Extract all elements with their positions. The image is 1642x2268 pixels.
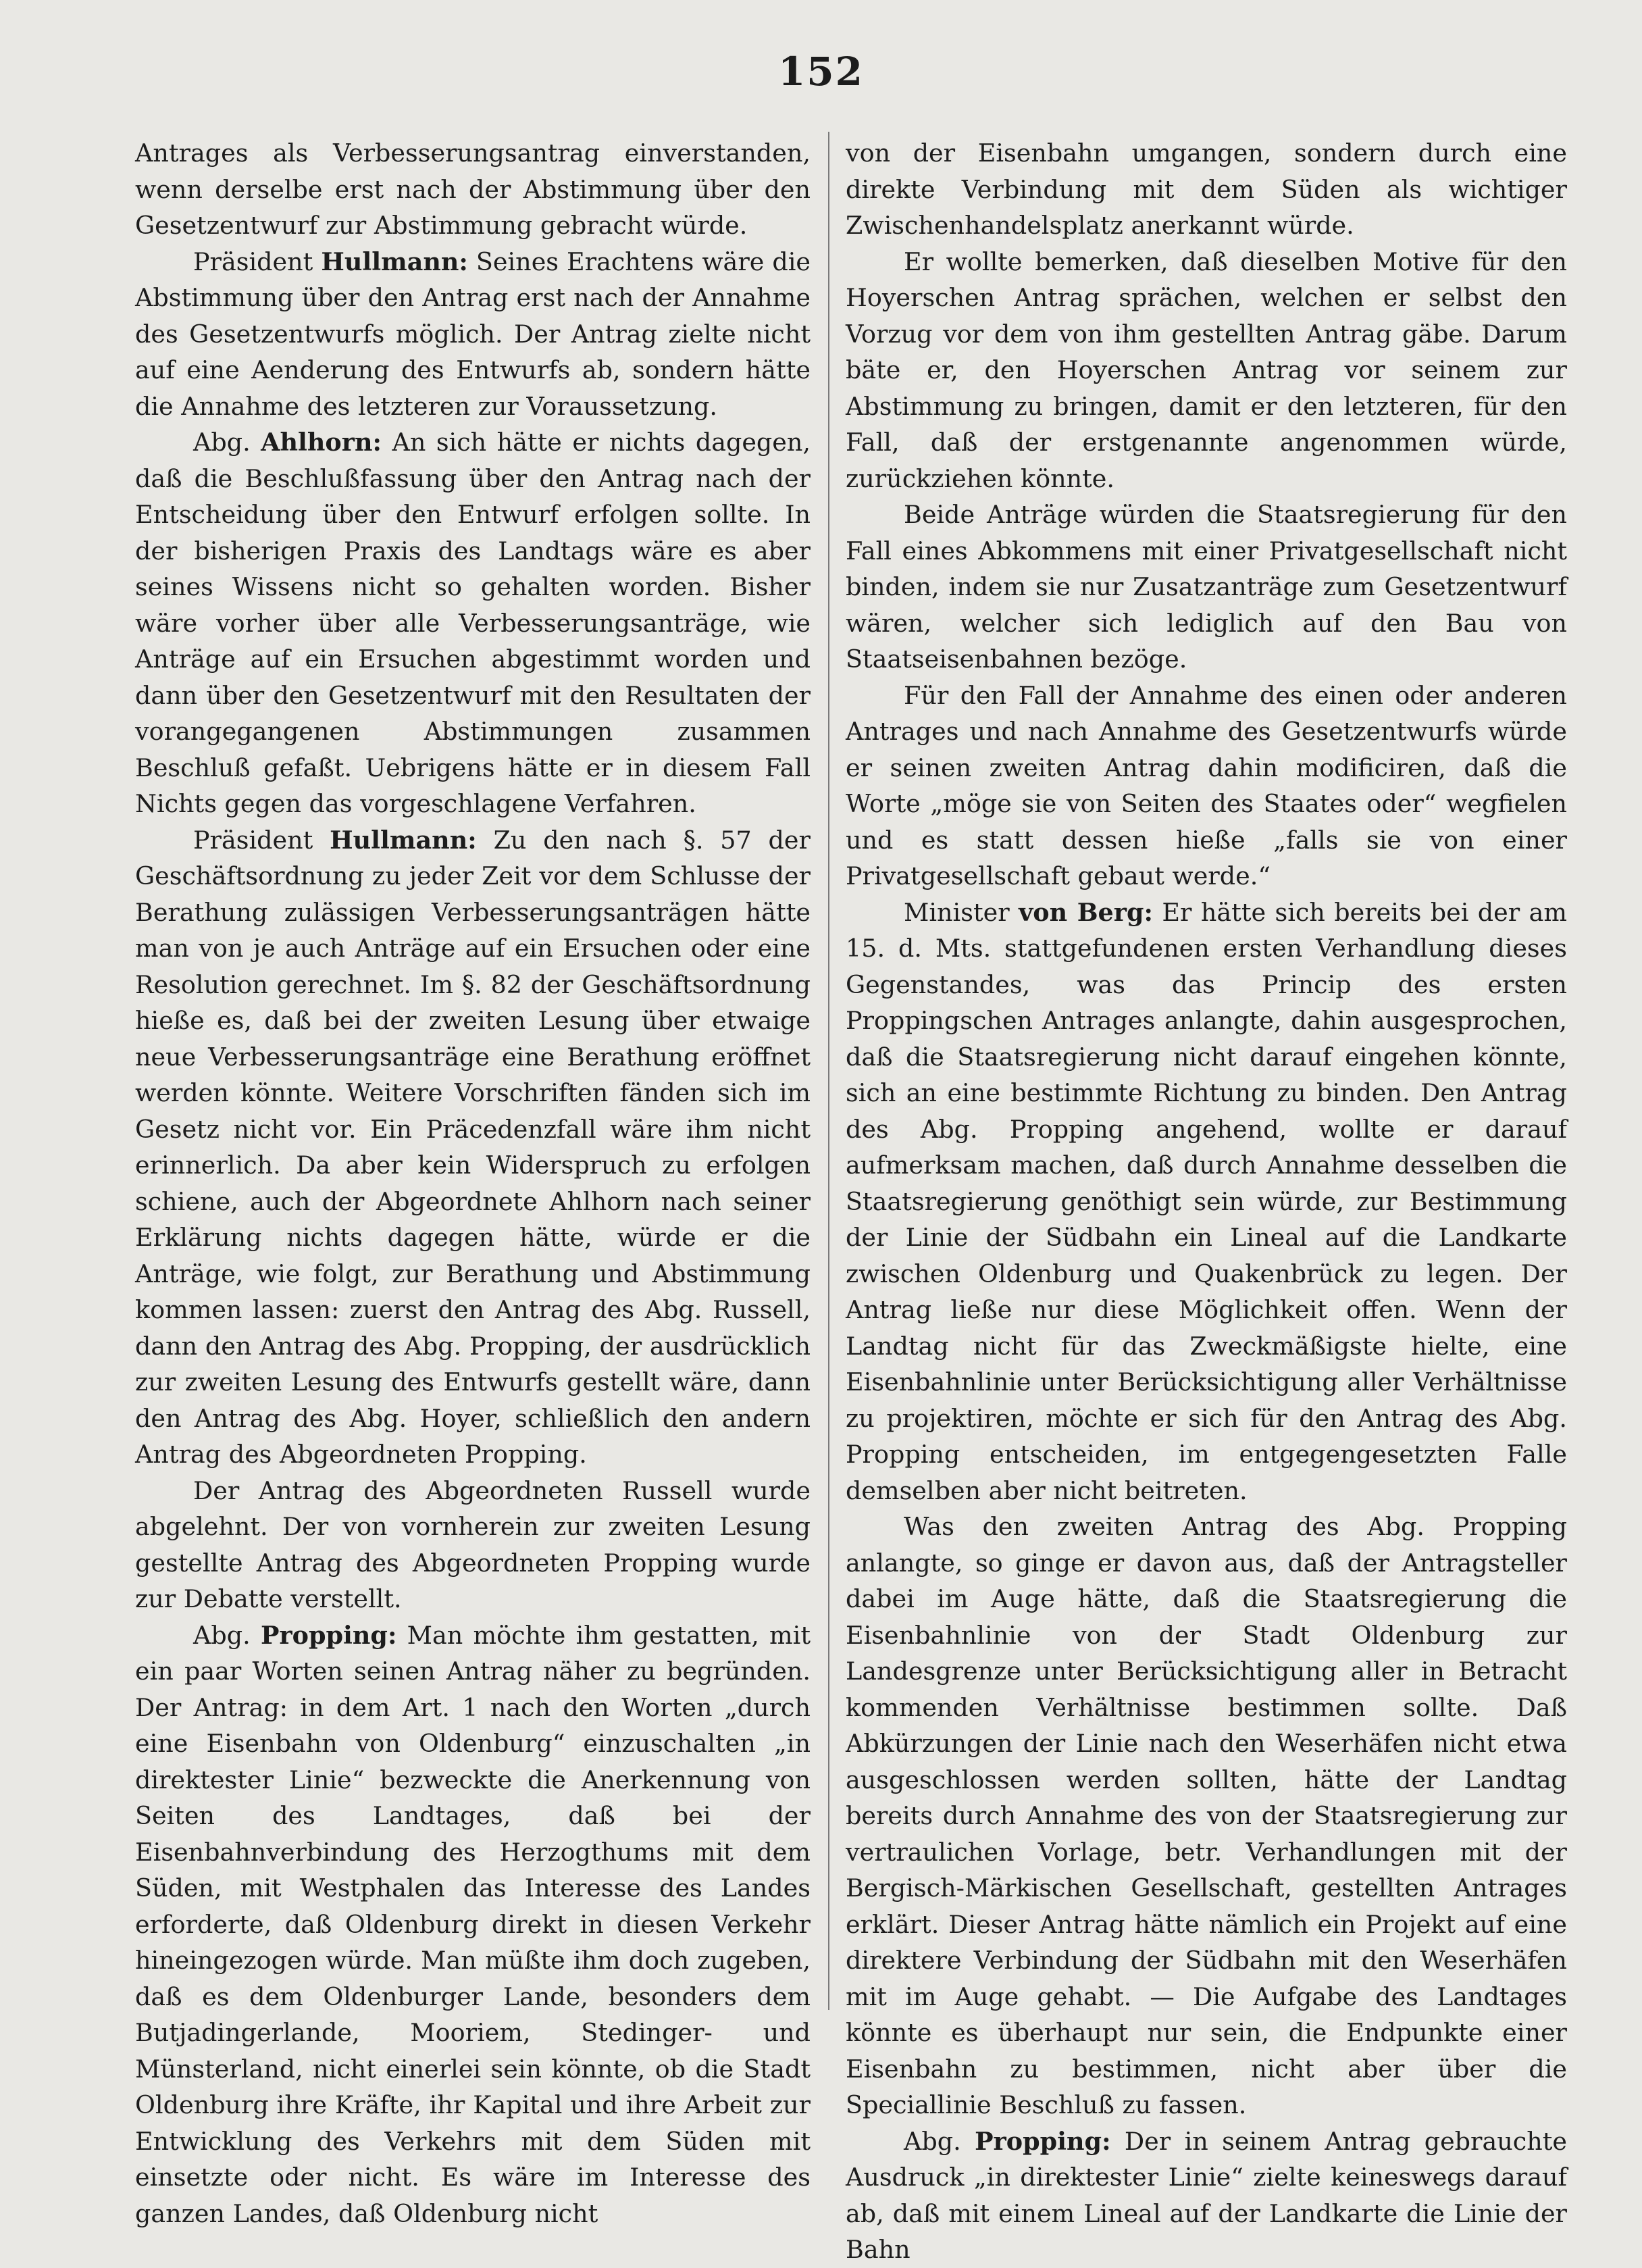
left-paragraph-4 [135,822,811,1473]
right-paragraph-7 [846,2123,1567,2268]
left-paragraph-2 [135,244,811,425]
speaker-name: Propping: [975,2126,1111,2156]
speaker-name: Ahlhorn: [261,428,382,457]
right-paragraph-5 [846,894,1567,1509]
paragraph-text: Man möchte ihm gestatten, mit ein paar Worten seinen Antrag näher zu begründen. Der Antrag: in dem Art. 1 nach den Worten „durch eine Eisenbahn von Oldenburg“ einzuschalten „in direktester Linie“ bezweckte die Anerkennung von Seiten des Landtages, daß bei der Eisenbahnverbindung des Herzogthums mit dem Süden, mit Westphalen das Interesse des Landes erforderte, daß Oldenburg direkt in diesen Verkehr hineingezogen würde. Man müßte ihm doch zugeben, daß es dem Oldenburger Lande, besonders dem Butjadingerlande, Mooriem, Stedinger- und Münsterland, nicht einerlei sein könnte, ob die Stadt Oldenburg ihre Kräfte, ihr Kapital und ihre Arbeit zur Entwicklung des Verkehrs mit dem Süden mit einsetzte oder nicht. Es wäre im Interesse des ganzen Landes, daß Oldenburg nicht [135,1620,811,2228]
paragraph-text: Für den Fall der Annahme des einen oder anderen Antrages und nach Annahme des Gesetzentwurfs würde er seinen zweiten Antrag dahin modificiren, daß die Worte „möge sie von Seiten des Staates oder“ wegfielen und es statt dessen hieße „falls sie von einer Privatgesellschaft gebaut werde.“ [846,680,1567,890]
paragraph-text: Seines Erachtens wäre die Abstimmung über den Antrag erst nach der Annahme des Gesetzentwurfs möglich. Der Antrag zielte nicht auf eine Aenderung des Entwurfs ab, sondern hätte die Annahme des letzteren zur Voraussetzung. [135,247,811,421]
left-paragraph-5 [135,1473,811,1617]
right-column [846,135,1567,2264]
left-paragraph-1 [135,135,811,244]
right-paragraph-4 [846,678,1567,894]
paragraph-text: Der Antrag des Abgeordneten Russell wurde abgelehnt. Der von vornherein zur zweiten Lesung gestellte Antrag des Abgeordneten Propping wurde zur Debatte verstellt. [135,1476,811,1613]
speaker-name: Propping: [260,1620,397,1650]
speaker-name: von Berg: [1019,897,1153,927]
right-paragraph-3 [846,497,1567,678]
speaker-name: Hullmann: [330,825,477,855]
paragraph-text: Er wollte bemerken, daß dieselben Motive für den Hoyerschen Antrag sprächen, welchen er selbst den Vorzug vor dem von ihm gestellten Antrag gäbe. Darum bäte er, den Hoyerschen Antrag vor seinem zur Abstimmung zu bringen, damit er den letzteren, für den Fall, daß der erstgenannte angenommen würde, zurückziehen könnte. [846,247,1567,493]
speaker-title: Abg. [904,2126,961,2156]
speaker-title: Abg. [193,428,251,457]
paragraph-text: An sich hätte er nichts dagegen, daß die Beschlußfassung über den Antrag nach der Entscheidung über den Entwurf erfolgen sollte. In der bisherigen Praxis des Landtags wäre es aber seines Wissens nicht so gehalten worden. Bisher wäre vorher über alle Verbesserungsanträge, wie Anträge auf ein Ersuchen abgestimmt worden und dann über den Gesetzentwurf mit den Resultaten der vorangegangenen Abstimmungen zusammen Beschluß gefaßt. Uebrigens hätte er in diesem Fall Nichts gegen das vorgeschlagene Verfahren. [135,428,811,818]
speaker-title: Präsident [193,247,313,276]
paragraph-text: Was den zweiten Antrag des Abg. Propping anlangte, so ginge er davon aus, daß der Antragsteller dabei im Auge hätte, daß die Staatsregierung die Eisenbahnlinie von der Stadt Oldenburg zur Landesgrenze unter Berücksichtigung aller in Betracht kommenden Verhältnisse bestimmen sollte. Daß Abkürzungen der Linie nach den Weserhäfen nicht etwa ausgeschlossen werden sollten, hätte der Landtag bereits durch Annahme des von der Staatsregierung zur vertraulichen Vorlage, betr. Verhandlungen mit der Bergisch-Märkischen Gesellschaft, gestellten Antrages erklärt. Dieser Antrag hätte nämlich ein Projekt auf eine direktere Verbindung der Südbahn mit den Weserhäfen mit im Auge gehabt. — Die Aufgabe des Landtages könnte es überhaupt nur sein, die Endpunkte einer Eisenbahn zu bestimmen, nicht aber über die Speciallinie Beschluß zu fassen. [846,1512,1567,2119]
left-paragraph-3 [135,424,811,822]
speaker-title: Minister [904,897,1010,927]
right-paragraph-1 [846,135,1567,244]
left-column [135,135,811,2228]
speaker-title: Abg. [193,1620,251,1650]
page-number: 152 [777,49,865,95]
paragraph-text: Antrages als Verbesserungsantrag einverstanden, wenn derselbe erst nach der Abstimmung über den Gesetzentwurf zur Abstimmung gebracht würde. [135,138,811,240]
paragraph-text: Er hätte sich bereits bei der am 15. d. Mts. stattgefundenen ersten Verhandlung dieses Gegenstandes, was das Princip des ersten Proppingschen Antrages anlangte, dahin ausgesprochen, daß die Staatsregierung nicht darauf eingehen könnte, sich an eine bestimmte Richtung zu binden. Den Antrag des Abg. Propping angehend, wollte er darauf aufmerksam machen, daß durch Annahme desselben die Staatsregierung genöthigt sein würde, zur Bestimmung der Linie der Südbahn ein Lineal auf die Landkarte zwischen Oldenburg und Quakenbrück zu legen. Der Antrag ließe nur diese Möglichkeit offen. Wenn der Landtag nicht für das Zweckmäßigste hielte, eine Eisenbahnlinie unter Berücksichtigung aller Verhältnisse zu projektiren, möchte er sich für den Antrag des Abg. Propping entscheiden, im entgegengesetzten Falle demselben aber nicht beitreten. [846,897,1567,1505]
left-paragraph-6 [135,1617,811,2232]
speaker-title: Präsident [193,825,313,855]
paragraph-text: Zu den nach §. 57 der Geschäftsordnung zu jeder Zeit vor dem Schlusse der Berathung zulässigen Verbesserungsanträgen hätte man von je auch Anträge auf ein Ersuchen oder eine Resolution gerechnet. Im §. 82 der Geschäftsordnung hieße es, daß bei der zweiten Lesung über etwaige neue Verbesserungsanträge eine Berathung eröffnet werden könnte. Weitere Vorschriften fänden sich im Gesetz nicht vor. Ein Präcedenzfall wäre ihm nicht erinnerlich. Da aber kein Widerspruch zu erfolgen schiene, auch der Abgeordnete Ahlhorn nach seiner Erklärung nichts dagegen hätte, würde er die Anträge, wie folgt, zur Berathung und Abstimmung kommen lassen: zuerst den Antrag des Abg. Russell, dann den Antrag des Abg. Propping, der ausdrücklich zur zweiten Lesung des Entwurfs gestellt wäre, dann den Antrag des Abg. Hoyer, schließlich den andern Antrag des Abgeordneten Propping. [135,825,811,1469]
paragraph-text: Der in seinem Antrag gebrauchte Ausdruck „in direktester Linie“ zielte keineswegs darauf ab, daß mit einem Lineal auf der Landkarte die Linie der Bahn [846,2126,1567,2264]
paragraph-text: von der Eisenbahn umgangen, sondern durch eine direkte Verbindung mit dem Süden als wichtiger Zwischenhandelsplatz anerkannt würde. [846,138,1567,240]
paragraph-text: Beide Anträge würden die Staatsregierung für den Fall eines Abkommens mit einer Privatgesellschaft nicht binden, indem sie nur Zusatzanträge zum Gesetzentwurf wären, welcher sich lediglich auf den Bau von Staatseisenbahnen bezöge. [846,500,1567,674]
speaker-name: Hullmann: [321,247,468,276]
right-paragraph-2 [846,244,1567,497]
right-paragraph-6 [846,1509,1567,2123]
column-divider [828,132,829,2010]
